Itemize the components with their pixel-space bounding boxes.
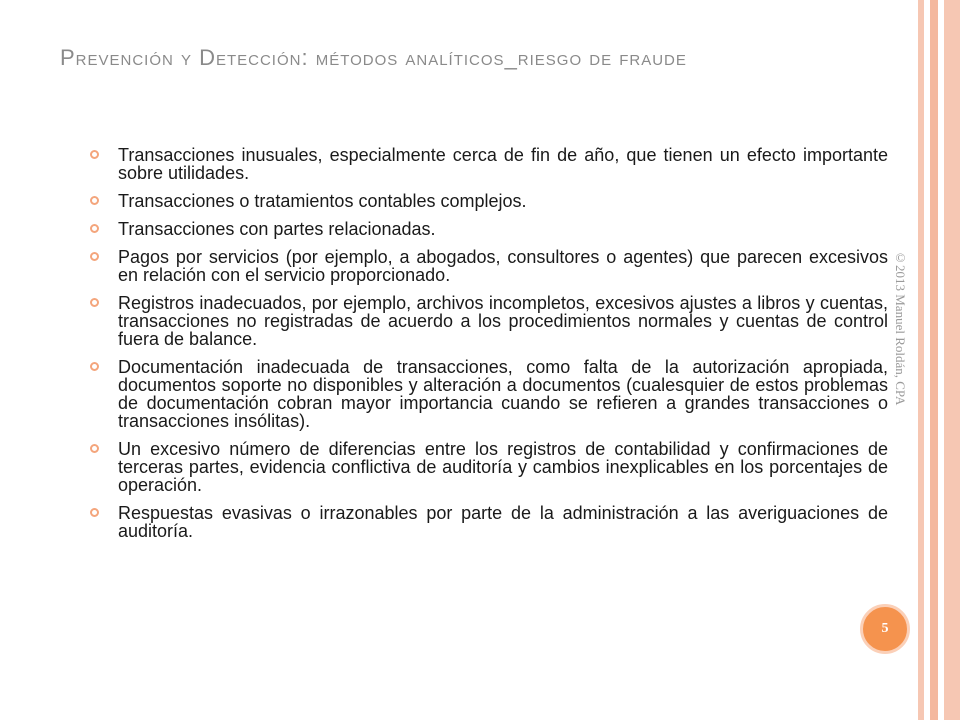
bullet-list	[88, 146, 888, 550]
bullet-item	[88, 248, 888, 284]
bullet-item	[88, 220, 888, 238]
bullet-circle-icon	[90, 362, 99, 371]
bullet-text: Un excesivo número de diferencias entre los registros de contabilidad y confirmaciones de terceras partes, evidencia conflictiva de auditoría y cambios inexplicables en los porcentajes de operación.	[118, 439, 888, 495]
bullet-text: Transacciones inusuales, especialmente cerca de fin de año, que tienen un efecto importante sobre utilidades.	[118, 145, 888, 183]
decorative-stripe	[944, 0, 960, 720]
bullet-circle-icon	[90, 196, 99, 205]
bullet-item	[88, 146, 888, 182]
bullet-text: Registros inadecuados, por ejemplo, archivos incompletos, excesivos ajustes a libros y cuentas, transacciones no registradas de acuerdo a los procedimientos normales y cuentas de control fuera de balance.	[118, 293, 888, 349]
bullet-item	[88, 294, 888, 348]
bullet-item	[88, 504, 888, 540]
bullet-circle-icon	[90, 224, 99, 233]
bullet-circle-icon	[90, 150, 99, 159]
bullet-text: Transacciones o tratamientos contables complejos.	[118, 191, 527, 211]
decorative-stripe	[930, 0, 938, 720]
bullet-text: Respuestas evasivas o irrazonables por parte de la administración a las averiguaciones de auditoría.	[118, 503, 888, 541]
bullet-circle-icon	[90, 252, 99, 261]
bullet-item	[88, 440, 888, 494]
bullet-item	[88, 358, 888, 430]
bullet-text: Transacciones con partes relacionadas.	[118, 219, 436, 239]
bullet-circle-icon	[90, 508, 99, 517]
bullet-text: Documentación inadecuada de transacciones, como falta de la autorización apropiada, documentos soporte no disponibles y alteración a documentos (cualesquier de estos problemas de documentación cobran mayor importancia cuando se refieren a grandes transacciones o transacciones insólitas).	[118, 357, 888, 431]
bullet-item	[88, 192, 888, 210]
copyright-notice: ©2013 Manuel Roldán, CPA	[893, 250, 908, 406]
bullet-text: Pagos por servicios (por ejemplo, a abogados, consultores o agentes) que parecen excesivos en relación con el servicio proporcionado.	[118, 247, 888, 285]
bullet-circle-icon	[90, 444, 99, 453]
page-number-badge: 5	[860, 604, 910, 654]
slide-title: Prevención y Detección: métodos analíticos_riesgo de fraude	[60, 45, 687, 70]
bullet-circle-icon	[90, 298, 99, 307]
